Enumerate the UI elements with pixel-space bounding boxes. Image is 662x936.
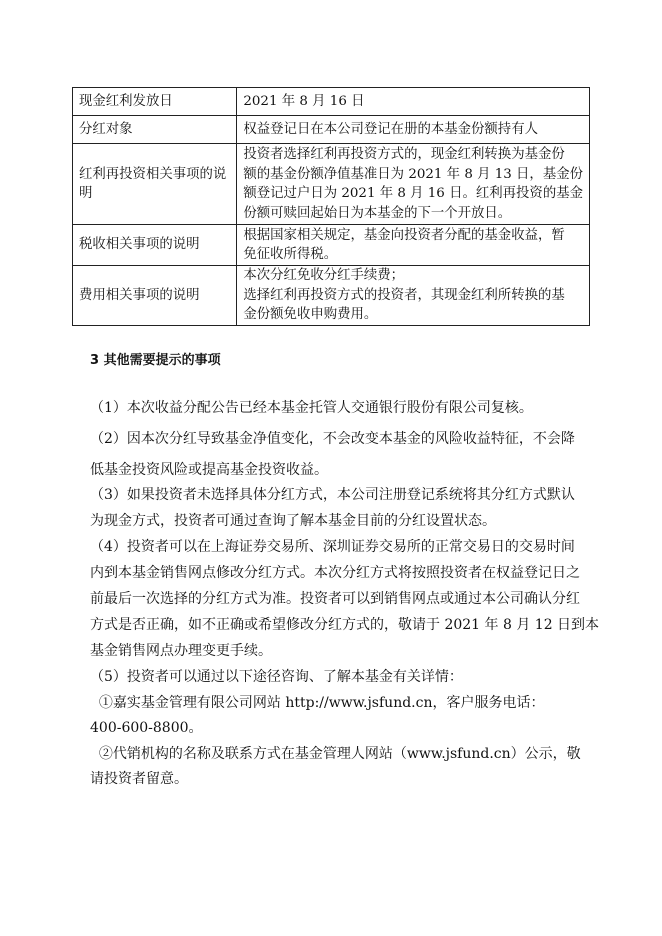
row-label: 红利再投资相关事项的说明 [73,144,237,225]
value-line: 选择红利再投资方式的投资者，其现金红利所转换的基 [243,287,565,303]
row-value [237,116,590,144]
paragraph-line: ②代销机构的名称及联系方式在基金管理人网站（www.jsfund.cn）公示，敬 [90,746,581,762]
paragraph-line: 内到本基金销售网点修改分红方式。本次分红方式将按照投资者在权益登记日之 [90,565,580,581]
table-row [73,144,590,225]
table-row [73,116,590,144]
value-line: 额的基金份额净值基准日为 2021 年 8 月 13 日，基金份 [243,166,583,182]
value-line: 2021 年 8 月 16 日 [243,93,365,109]
row-value [237,266,590,326]
table-row [73,225,590,266]
table-row [73,88,590,116]
paragraph-line: 400-600-8800。 [90,720,203,736]
row-label: 现金红利发放日 [73,88,237,116]
row-value [237,88,590,116]
value-line: 金份额免收申购费用。 [243,307,378,323]
row-label: 分红对象 [73,116,237,144]
value-line: 本次分红免收分红手续费； [243,268,405,284]
row-value [237,144,590,225]
paragraph-line: 方式是否正确，如不正确或希望修改分红方式的，敬请于 2021 年 8 月 12 日到本 [90,617,600,633]
paragraph-line: （2）因本次分红导致基金净值变化，不会改变本基金的风险收益特征，不会降 [90,431,575,447]
value-line: 权益登记日在本公司登记在册的本基金份额持有人 [243,121,538,137]
row-value [237,225,590,266]
value-line: 投资者选择红利再投资方式的，现金红利转换为基金份 [243,147,565,162]
value-line: 免征收所得税。 [243,247,338,262]
paragraph-line: 前最后一次选择的分红方式为准。投资者可以到销售网点或通过本公司确认分红 [90,591,580,607]
paragraph-line: （1）本次收益分配公告已经本基金托管人交通银行股份有限公司复核。 [90,400,533,416]
paragraph-line: 低基金投资风险或提高基金投资收益。 [90,462,328,478]
paragraph-line: 为现金方式，投资者可通过查询了解本基金目前的分红设置状态。 [90,513,496,529]
section-heading: 3 其他需要提示的事项 [90,353,221,368]
paragraph-line: （3）如果投资者未选择具体分红方式，本公司注册登记系统将其分红方式默认 [90,487,575,503]
paragraph-line: （4）投资者可以在上海证券交易所、深圳证券交易所的正常交易日的交易时间 [90,539,575,555]
value-line: 额登记过户日为 2021 年 8 月 16 日。红利再投资的基金 [243,186,583,201]
row-label: 税收相关事项的说明 [73,225,237,266]
row-label: 费用相关事项的说明 [73,266,237,326]
paragraph-line: （5）投资者可以通过以下途径咨询、了解本基金有关详情： [90,669,463,685]
paragraph-line: 基金销售网点办理变更手续。 [90,643,272,659]
dividend-info-table [72,87,590,326]
table-row [73,266,590,326]
value-line: 根据国家相关规定，基金向投资者分配的基金收益，暂 [243,227,565,243]
value-line: 份额可赎回起始日为本基金的下一个开放日。 [243,205,512,221]
paragraph-line: 请投资者留意。 [90,771,188,787]
paragraph-line: ①嘉实基金管理有限公司网站 http://www.jsfund.cn，客户服务电话： [90,695,545,711]
